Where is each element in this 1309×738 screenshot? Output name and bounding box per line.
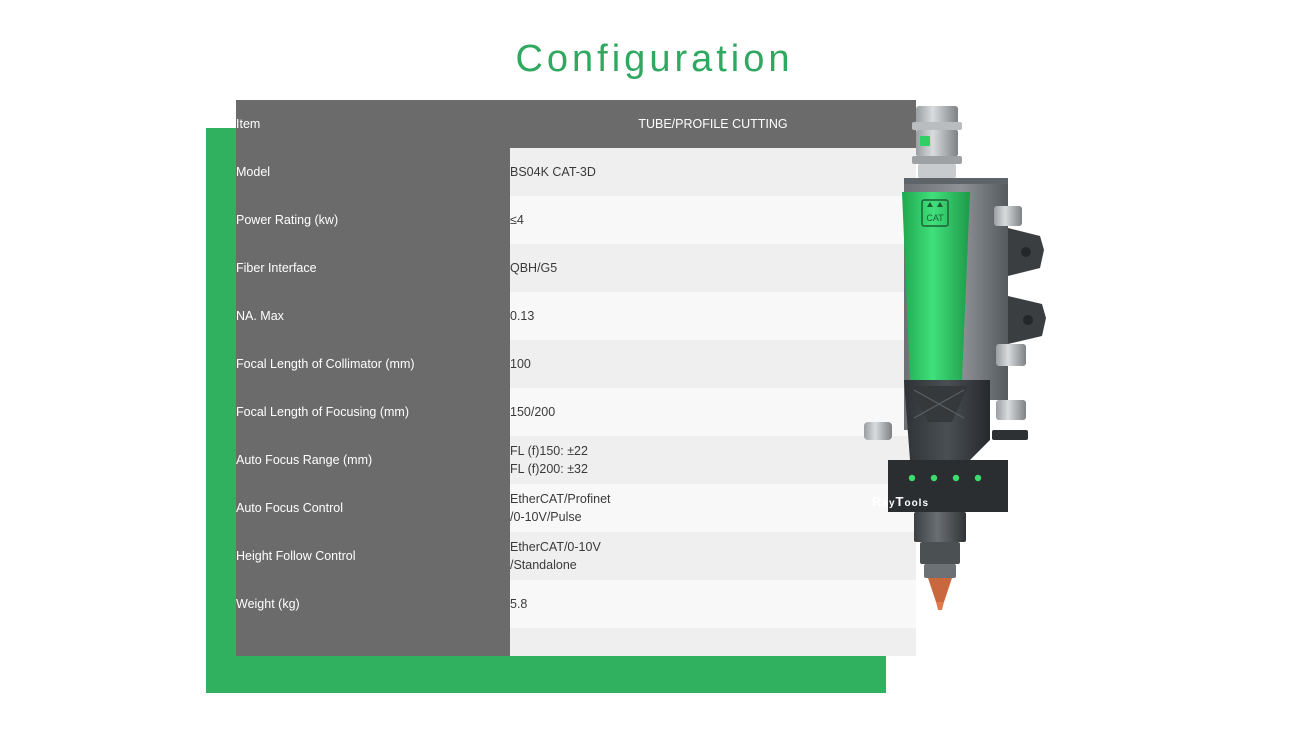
- row-label: NA. Max: [236, 292, 510, 340]
- side-port-mid: [996, 344, 1026, 366]
- brand-ay: ay: [882, 498, 896, 509]
- nozzle-body: [920, 542, 960, 564]
- top-connector-group: [912, 106, 962, 178]
- row-value-line: QBH/G5: [510, 260, 558, 275]
- row-label: Focal Length of Collimator (mm): [236, 340, 510, 388]
- table-row: [236, 292, 916, 340]
- row-label: Fiber Interface: [236, 244, 510, 292]
- table-row: [236, 580, 916, 628]
- row-value: [510, 580, 916, 628]
- row-label: Weight (kg): [236, 580, 510, 628]
- brand-ools: ools: [904, 498, 930, 509]
- table-head: [236, 100, 916, 148]
- table-row: [236, 148, 916, 196]
- table-row: [236, 340, 916, 388]
- row-value-line: ≤4: [510, 212, 524, 227]
- table-row: [236, 196, 916, 244]
- svg-text:CAT: CAT: [926, 213, 944, 223]
- page-title: Configuration: [515, 38, 794, 80]
- led-indicator: [909, 475, 915, 481]
- nozzle-ring: [924, 564, 956, 578]
- table-row: [236, 388, 916, 436]
- filler-label: [236, 628, 510, 656]
- row-value-line: EtherCAT/0-10V: [510, 539, 601, 554]
- table-row: [236, 244, 916, 292]
- row-value: [510, 292, 916, 340]
- left-port: [864, 422, 892, 440]
- table-row: [236, 532, 916, 580]
- product-image-laser-head: [858, 100, 1078, 620]
- table-row: [236, 436, 916, 484]
- row-value: [510, 148, 916, 196]
- row-value-line: 150/200: [510, 404, 556, 419]
- column-header-item: Item: [236, 100, 510, 148]
- table-header-row: [236, 100, 916, 148]
- nozzle-tip: [928, 578, 952, 602]
- led-indicator: [931, 475, 937, 481]
- nozzle-collar: [914, 512, 966, 542]
- nozzle-point: [936, 602, 944, 610]
- row-value-line: 0.13: [510, 308, 535, 323]
- led-indicator: [953, 475, 959, 481]
- row-value-line: 100: [510, 356, 531, 371]
- row-value-line: 5.8: [510, 596, 528, 611]
- row-label: Model: [236, 148, 510, 196]
- row-value-line: FL (f)150: ±22: [510, 443, 588, 458]
- row-value-line: BS04K CAT-3D: [510, 164, 596, 179]
- row-label: Height Follow Control: [236, 532, 510, 580]
- specification-table: [236, 100, 916, 656]
- led-indicator: [975, 475, 981, 481]
- row-value-line: /0-10V/Pulse: [510, 510, 582, 524]
- row-value: [510, 484, 916, 532]
- brand-letter-t: T: [895, 494, 905, 509]
- table-body: [236, 148, 916, 656]
- table-filler-row: [236, 628, 916, 656]
- side-port-top: [994, 206, 1022, 226]
- row-value-line: EtherCAT/Profinet: [510, 491, 611, 506]
- row-value: [510, 340, 916, 388]
- table-row: [236, 484, 916, 532]
- brand-wordmark: [872, 494, 929, 509]
- row-value-line: FL (f)200: ±32: [510, 462, 588, 476]
- brand-letter-r: R: [872, 494, 883, 509]
- row-value: [510, 436, 916, 484]
- row-value: [510, 196, 916, 244]
- row-label: Auto Focus Control: [236, 484, 510, 532]
- spec-table-wrapper: [236, 100, 916, 678]
- filler-value: [510, 628, 916, 656]
- row-label: Auto Focus Range (mm): [236, 436, 510, 484]
- row-label: Power Rating (kw): [236, 196, 510, 244]
- row-value: [510, 532, 916, 580]
- row-value-line: /Standalone: [510, 558, 577, 572]
- row-value: [510, 388, 916, 436]
- row-label: Focal Length of Focusing (mm): [236, 388, 510, 436]
- column-header-application: TUBE/PROFILE CUTTING: [510, 100, 916, 148]
- side-port-bottom: [996, 400, 1026, 420]
- row-value: [510, 244, 916, 292]
